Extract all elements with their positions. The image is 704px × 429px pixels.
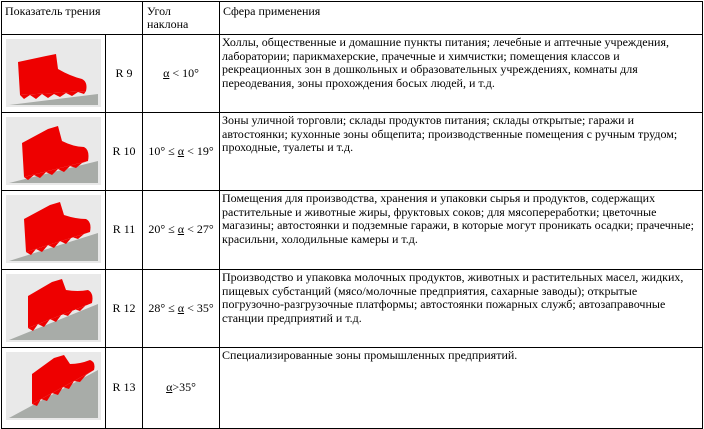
table-row: [2, 191, 703, 270]
angle-cell: [143, 348, 220, 429]
rating-cell: R 11: [106, 191, 143, 270]
angle-pre: 28° ≤: [148, 300, 178, 315]
scope-cell: Зоны уличной торговли; склады продуктов питания; склады открытые; гаражи и автостоянки; кухонные зоны общепита; производственные помещения с ручным трудом; проходные, туалеты и т.д.: [220, 113, 703, 191]
red-boot-on-slope-icon: [6, 274, 101, 342]
table-row: [2, 35, 703, 113]
angle-cell: [143, 113, 220, 191]
angle-post: < 19°: [184, 143, 214, 158]
friction-table: [1, 1, 703, 429]
angle-pre: 10° ≤: [148, 143, 178, 158]
angle-post: < 27°: [184, 222, 214, 237]
angle-cell: [143, 191, 220, 270]
scope-cell: Производство и упаковка молочных продуктов, животных и растительных масел, жидких, пищевых субстанций (мясо/молочные предприятия, сахарные заводы); открытые погрузочно-разгрузочные платформы; автостоянки пожарных служб; автозаправочные станции предприятий и т.д.: [220, 270, 703, 348]
header-friction: Показатель трения: [2, 2, 143, 35]
header-scope: Сфера применения: [220, 2, 703, 35]
boot-image-cell: [2, 191, 106, 270]
header-row: [2, 2, 703, 35]
alpha-symbol: α: [177, 300, 185, 315]
rating-cell: R 9: [106, 35, 143, 113]
red-boot-on-slope-icon: [6, 117, 101, 185]
rating-cell: R 10: [106, 113, 143, 191]
angle-cell: [143, 35, 220, 113]
table-row: [2, 348, 703, 429]
scope-cell: Специализированные зоны промышленных предприятий.: [220, 348, 703, 429]
header-angle-line1: Угол: [147, 4, 171, 18]
alpha-symbol: α: [177, 222, 185, 237]
red-boot-on-slope-icon: [6, 195, 101, 263]
boot-image-cell: [2, 270, 106, 348]
table-row: [2, 113, 703, 191]
boot-image-cell: [2, 113, 106, 191]
table-row: [2, 270, 703, 348]
angle-pre: 20° ≤: [148, 222, 178, 237]
header-angle: [143, 2, 220, 35]
red-boot-on-slope-icon: [6, 352, 101, 420]
red-boot-on-slope-icon: [6, 39, 101, 107]
angle-post: < 10°: [169, 65, 199, 80]
alpha-symbol: α: [166, 380, 173, 395]
rating-cell: R 12: [106, 270, 143, 348]
boot-image-cell: [2, 35, 106, 113]
boot-image-cell: [2, 348, 106, 429]
rating-cell: R 13: [106, 348, 143, 429]
alpha-symbol: α: [177, 143, 185, 158]
scope-cell: Холлы, общественные и домашние пункты питания; лечебные и аптечные учреждения, лаборатории; парикмахерские, прачечные и химчистки; помещения классов и рекреационных зон в дошкольных и образовательных учреждениях, комнаты для переодевания, зоны прохождения босых людей, и т.д.: [220, 35, 703, 113]
angle-post: >35°: [172, 380, 196, 395]
scope-cell: Помещения для производства, хранения и упаковки сырья и продуктов, содержащих растительные и животные жиры, фруктовых соков; для мясопереработки; цветочные магазины; автостоянки и подземные гаражи, в которые могут проникать осадки; прачечные; красильни, холодильные камеры и т.д.: [220, 191, 703, 270]
angle-cell: [143, 270, 220, 348]
header-angle-line2: наклона: [147, 17, 189, 31]
alpha-symbol: α: [163, 65, 170, 80]
angle-post: < 35°: [184, 300, 214, 315]
